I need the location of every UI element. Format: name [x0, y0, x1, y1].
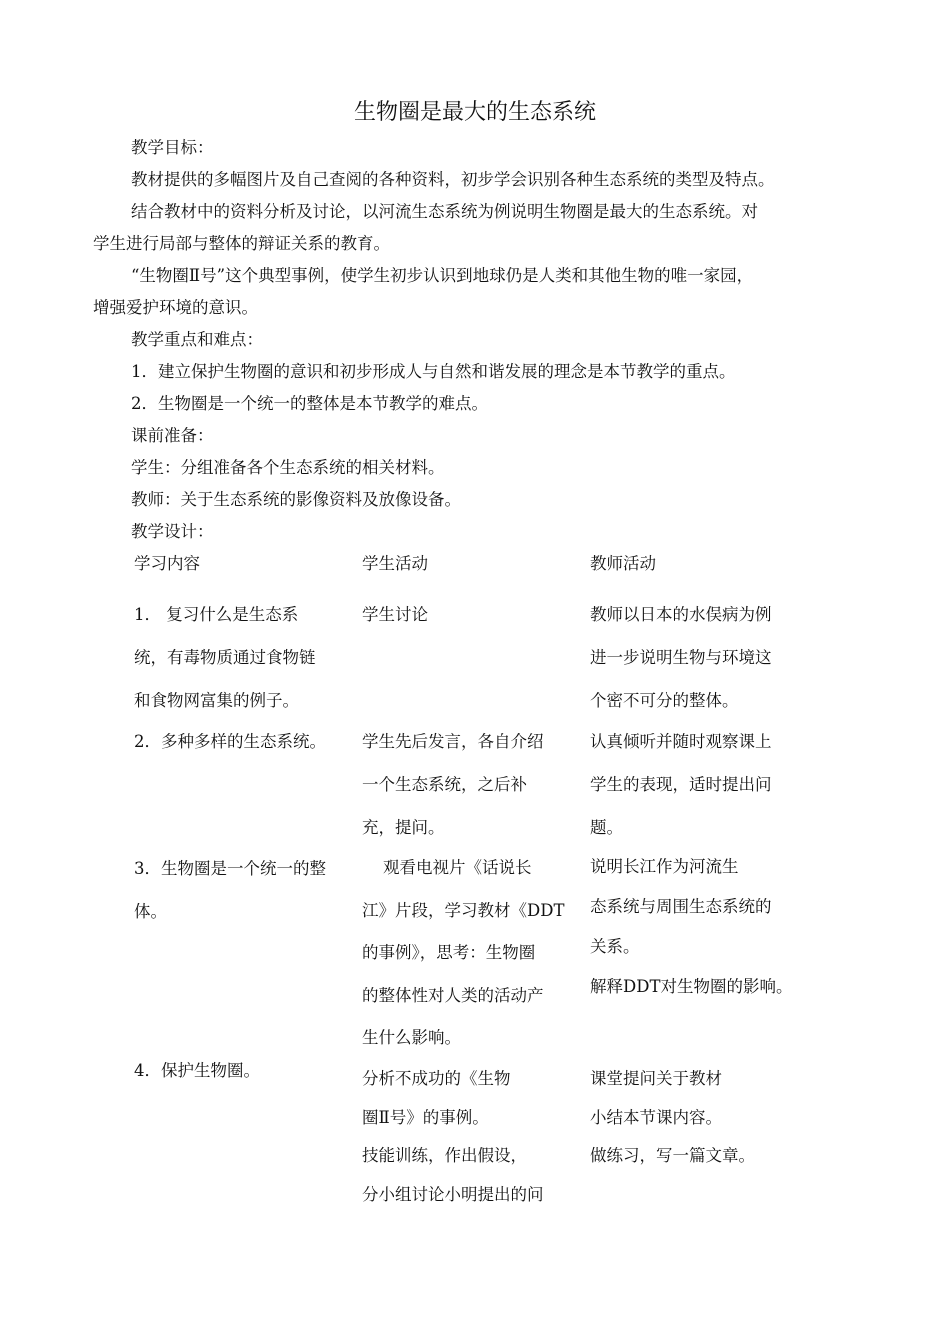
table-cell-line: 的整体性对人类的活动产 — [362, 985, 544, 1005]
table-cell-line: 的事例》，思考：生物圈 — [362, 943, 536, 962]
table-cell-line: 解释DDT对生物圈的影响。 — [590, 977, 793, 996]
prep-heading: 课前准备： — [131, 426, 214, 445]
table-cell-line: 课堂提问关于教材 — [590, 1069, 722, 1088]
design-heading: 教学设计： — [131, 522, 214, 541]
table-cell-line: 进一步说明生物与环境这 — [590, 648, 772, 667]
table-cell-line: 1． 复习什么是生态系 — [134, 605, 299, 624]
table-row-1-student — [362, 593, 428, 636]
table-cell-line: 分析不成功的《生物 — [362, 1069, 511, 1088]
table-row-2-student — [362, 720, 544, 849]
table-cell-line: 圈Ⅱ号》的事例。 — [362, 1107, 489, 1127]
table-cell-line: 体。 — [134, 902, 167, 921]
table-cell-line: 关系。 — [590, 937, 640, 956]
table-cell-line: 生什么影响。 — [362, 1028, 461, 1047]
table-cell-line: 一个生态系统，之后补 — [362, 775, 527, 794]
table-row-1-teacher — [590, 593, 772, 722]
table-cell-line: 个密不可分的整体。 — [590, 691, 739, 710]
table-row-3-content — [134, 847, 326, 933]
document-title: 生物圈是最大的生态系统 — [353, 100, 596, 125]
table-row-3-student — [362, 847, 564, 1060]
table-cell-line: 充，提问。 — [362, 818, 445, 837]
table-cell-line: 学生先后发言，各自介绍 — [362, 732, 544, 751]
table-row-4-teacher — [590, 1060, 755, 1176]
objective-1: 教材提供的多幅图片及自己查阅的各种资料，初步学会识别各种生态系统的类型及特点。 — [131, 170, 775, 189]
table-cell-line: 2．多种多样的生态系统。 — [134, 732, 326, 751]
table-cell-line: 4．保护生物圈。 — [134, 1061, 260, 1080]
table-cell-line: 分小组讨论小明提出的问 — [362, 1184, 544, 1204]
table-header-content: 学习内容 — [134, 554, 200, 573]
table-cell-line: 统，有毒物质通过食物链 — [134, 648, 316, 667]
table-header-student: 学生活动 — [362, 554, 428, 573]
table-cell-line: 观看电视片《话说长 — [362, 858, 532, 877]
key-point-1: 1．建立保护生物圈的意识和初步形成人与自然和谐发展的理念是本节教学的重点。 — [131, 362, 736, 381]
prep-students: 学生：分组准备各个生态系统的相关材料。 — [131, 458, 445, 477]
table-cell-line: 学生讨论 — [362, 605, 428, 624]
prep-teacher: 教师：关于生态系统的影像资料及放像设备。 — [131, 490, 461, 509]
table-row-4-content — [134, 1060, 260, 1082]
table-cell-line: 技能训练，作出假设， — [362, 1146, 527, 1165]
table-cell-line: 学生的表现，适时提出问 — [590, 775, 772, 794]
table-row-4-student — [362, 1060, 544, 1214]
table-row-2-content — [134, 720, 326, 763]
table-row-2-teacher — [590, 720, 772, 849]
table-cell-line: 说明长江作为河流生 — [590, 857, 739, 876]
table-cell-line: 做练习，写一篇文章。 — [590, 1146, 755, 1165]
table-cell-line: 题。 — [590, 818, 623, 837]
table-cell-line: 江》片段，学习教材《DDT — [362, 900, 565, 920]
key-points-heading: 教学重点和难点： — [131, 330, 263, 349]
table-cell-line: 态系统与周围生态系统的 — [590, 897, 772, 916]
key-point-2: 2．生物圈是一个统一的整体是本节教学的难点。 — [131, 394, 488, 413]
table-cell-line: 认真倾听并随时观察课上 — [590, 732, 772, 751]
table-row-1-content — [134, 593, 316, 722]
table-header-teacher: 教师活动 — [590, 554, 656, 573]
table-cell-line: 和食物网富集的例子。 — [134, 691, 299, 710]
objective-2-line2: 学生进行局部与整体的辩证关系的教育。 — [93, 234, 390, 253]
table-cell-line: 小结本节课内容。 — [590, 1107, 722, 1127]
table-cell-line: 教师以日本的水俣病为例 — [590, 605, 772, 624]
objective-3-line1: “生物圈Ⅱ号”这个典型事例，使学生初步认识到地球仍是人类和其他生物的唯一家园， — [131, 266, 754, 285]
table-cell-line: 3．生物圈是一个统一的整 — [134, 859, 326, 878]
objectives-heading: 教学目标： — [131, 138, 214, 157]
objective-2-line1: 结合教材中的资料分析及讨论，以河流生态系统为例说明生物圈是最大的生态系统。对 — [131, 202, 758, 221]
table-row-3-teacher — [590, 847, 792, 1007]
objective-3-line2: 增强爱护环境的意识。 — [93, 298, 258, 317]
